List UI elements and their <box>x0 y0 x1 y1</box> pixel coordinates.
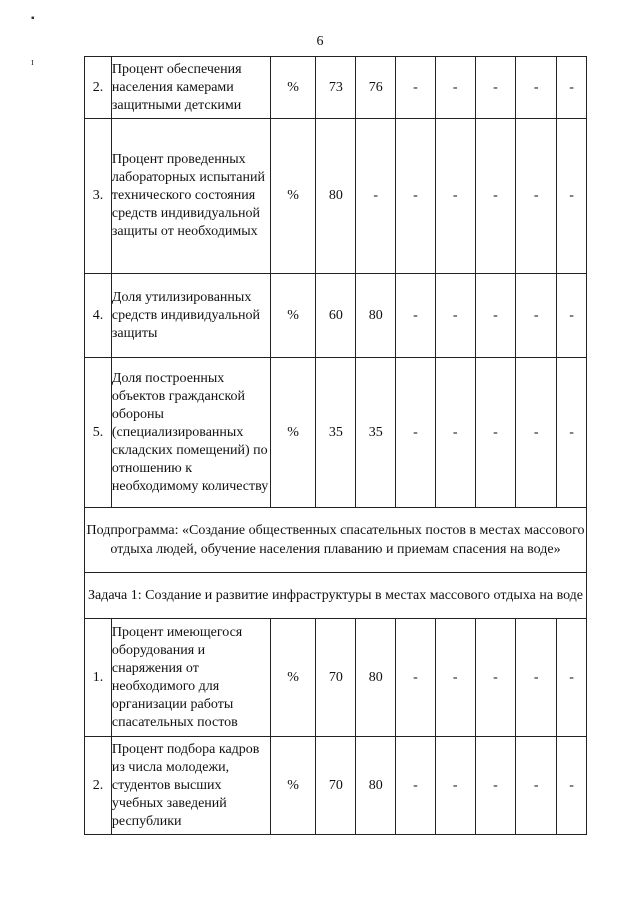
row-number: 1. <box>85 619 112 737</box>
unit-cell: % <box>270 619 316 737</box>
value-cell: 76 <box>356 57 396 119</box>
value-cell: - <box>435 619 475 737</box>
value-cell: - <box>396 274 436 358</box>
value-cell: - <box>435 737 475 835</box>
unit-cell: % <box>270 119 316 274</box>
unit-cell: % <box>270 358 316 508</box>
value-cell: - <box>475 274 516 358</box>
row-number: 5. <box>85 358 112 508</box>
subprogram-heading-row <box>85 508 587 573</box>
unit-cell: % <box>270 57 316 119</box>
value-cell: 80 <box>316 119 356 274</box>
value-cell: - <box>557 358 587 508</box>
indicator-name: Процент имеющегося оборудования и снаряжения от необходимого для организации работы спасательных постов <box>111 619 270 737</box>
value-cell: - <box>475 358 516 508</box>
value-cell: - <box>516 358 557 508</box>
value-cell: - <box>557 619 587 737</box>
value-cell: - <box>557 119 587 274</box>
value-cell: - <box>435 119 475 274</box>
table-body <box>85 57 587 835</box>
task-heading-row <box>85 573 587 619</box>
value-cell: - <box>435 274 475 358</box>
value-cell: - <box>516 619 557 737</box>
value-cell: - <box>396 737 436 835</box>
row-number: 2. <box>85 57 112 119</box>
indicator-name: Доля построенных объектов гражданской обороны (специализированных складских помещений) по отношению к необходимому количеству <box>111 358 270 508</box>
value-cell: 80 <box>356 737 396 835</box>
table-row <box>85 274 587 358</box>
value-cell: - <box>475 119 516 274</box>
indicator-name: Процент подбора кадров из числа молодежи, студентов высших учебных заведений республики <box>111 737 270 835</box>
table-row <box>85 619 587 737</box>
value-cell: - <box>435 358 475 508</box>
indicator-name: Процент обеспечения населения камерами защитными детскими <box>111 57 270 119</box>
value-cell: 80 <box>356 274 396 358</box>
subprogram-heading: Подпрограмма: «Создание общественных спасательных постов в местах массового отдыха людей, обучение населения плаванию и приемам спасения на воде» <box>85 508 587 573</box>
value-cell: - <box>516 57 557 119</box>
value-cell: - <box>396 358 436 508</box>
value-cell: - <box>475 57 516 119</box>
indicator-name: Процент проведенных лабораторных испытаний технического состояния средств индивидуальной защиты от необходимых <box>111 119 270 274</box>
table-row <box>85 119 587 274</box>
value-cell: 35 <box>316 358 356 508</box>
indicator-name: Доля утилизированных средств индивидуальной защиты <box>111 274 270 358</box>
value-cell: 60 <box>316 274 356 358</box>
table-row <box>85 57 587 119</box>
value-cell: - <box>396 119 436 274</box>
value-cell: - <box>435 57 475 119</box>
unit-cell: % <box>270 737 316 835</box>
value-cell: - <box>396 619 436 737</box>
row-number: 3. <box>85 119 112 274</box>
table-row <box>85 737 587 835</box>
value-cell: - <box>557 737 587 835</box>
unit-cell: % <box>270 274 316 358</box>
value-cell: - <box>396 57 436 119</box>
value-cell: 70 <box>316 619 356 737</box>
table-row <box>85 358 587 508</box>
value-cell: - <box>557 57 587 119</box>
value-cell: - <box>557 274 587 358</box>
value-cell: - <box>516 274 557 358</box>
value-cell: - <box>475 737 516 835</box>
value-cell: - <box>475 619 516 737</box>
value-cell: - <box>516 119 557 274</box>
scan-speck: ɪ <box>31 57 34 68</box>
row-number: 4. <box>85 274 112 358</box>
value-cell: - <box>516 737 557 835</box>
task-heading: Задача 1: Создание и развитие инфраструктуры в местах массового отдыха на воде <box>85 573 587 619</box>
value-cell: 70 <box>316 737 356 835</box>
scan-speck: ▪ <box>31 13 35 24</box>
row-number: 2. <box>85 737 112 835</box>
value-cell: 80 <box>356 619 396 737</box>
indicators-table <box>84 56 587 835</box>
value-cell: 35 <box>356 358 396 508</box>
page-number: 6 <box>316 34 324 49</box>
value-cell: 73 <box>316 57 356 119</box>
value-cell: - <box>356 119 396 274</box>
